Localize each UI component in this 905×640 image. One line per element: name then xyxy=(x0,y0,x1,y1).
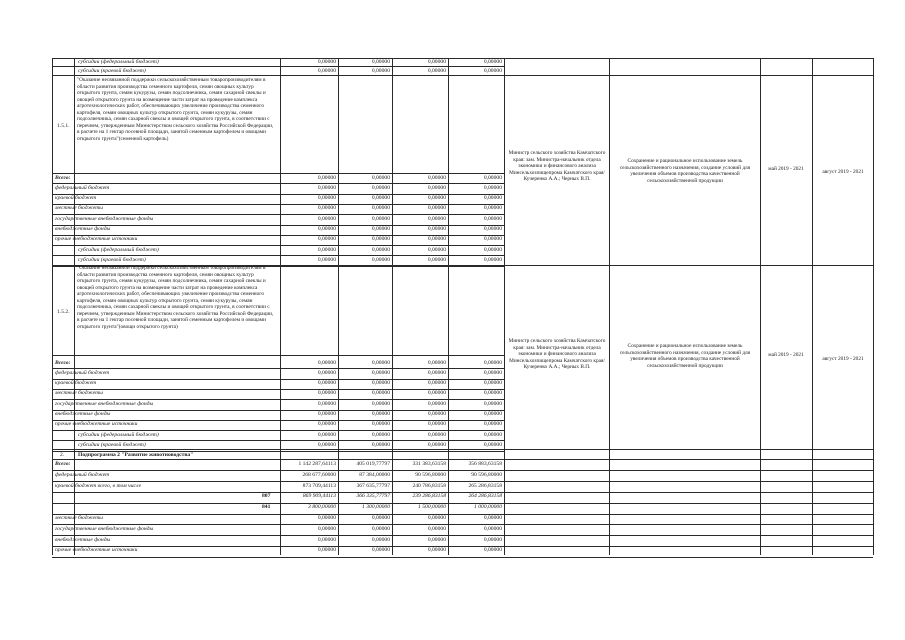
item-151-result: Сохранение и рациональное использование земель сельскохозяйственного назначения, создание условий для увеличения объемов производства качественной сельскохозяйственной продукции xyxy=(619,158,751,184)
top-row-subsidy-federal-2021: 0,00000 xyxy=(483,59,502,65)
item-152-row-value: 0,00000 xyxy=(371,411,390,417)
subprogram-2-number: 2. xyxy=(60,452,65,458)
item-151-row-value: 0,00000 xyxy=(483,205,502,212)
subprogram-2-row-label: государственные внебюджетные фонды xyxy=(55,525,154,532)
subprogram-2-row-value: 405 019,77797 xyxy=(356,461,390,467)
item-151-row-value: 0,00000 xyxy=(317,246,336,253)
item-151-row-value: 0,00000 xyxy=(371,195,390,202)
item-151-row-value: 0,00000 xyxy=(317,195,336,202)
item-152-row-value: 0,00000 xyxy=(317,400,336,407)
subprogram-2-row-value: 239 286,83158 xyxy=(412,493,446,500)
item-151-row-value: 0,00000 xyxy=(483,246,502,253)
item-152-row-value: 0,00000 xyxy=(483,441,502,448)
item-151-row-value: 0,00000 xyxy=(483,184,502,191)
item-152-row-value: 0,00000 xyxy=(483,390,502,397)
item-151-row-value: 0,00000 xyxy=(483,226,502,232)
item-151-row-value: 0,00000 xyxy=(427,246,446,253)
item-151-row-value: 0,00000 xyxy=(427,226,446,232)
item-152-row-value: 0,00000 xyxy=(317,359,336,366)
item-152-row-value: 0,00000 xyxy=(371,441,390,448)
item-152-row-value: 0,00000 xyxy=(427,441,446,448)
item-151-row-value: 0,00000 xyxy=(317,256,336,263)
item-151-row-value: 0,00000 xyxy=(483,215,502,222)
item-151-row-value: 0,00000 xyxy=(427,184,446,191)
item-152-row-value: 0,00000 xyxy=(483,431,502,438)
subprogram-2-row-label: Всего: xyxy=(55,461,71,467)
item-151-row-value: 0,00000 xyxy=(427,195,446,202)
item-151-row-value: 0,00000 xyxy=(371,256,390,263)
item-152-row-value: 0,00000 xyxy=(427,411,446,417)
subprogram-2-row-value: 0,00000 xyxy=(483,515,502,521)
subprogram-2-row-label: федеральный бюджет xyxy=(55,471,110,478)
item-151-row-value: 0,00000 xyxy=(317,236,336,243)
item-151-row-label: местные бюджеты xyxy=(55,205,103,212)
item-151-row-value: 0,00000 xyxy=(427,256,446,263)
top-row-subsidy-federal-total: 0,00000 xyxy=(317,59,336,65)
item-151-row-value: 0,00000 xyxy=(371,226,390,232)
item-152-row-label: местные бюджеты xyxy=(55,390,103,397)
item-151-row-value: 0,00000 xyxy=(371,215,390,222)
item-152-row-value: 0,00000 xyxy=(317,380,336,387)
subprogram-2-row-label: краевой бюджет всего, в том числе xyxy=(55,482,142,489)
item-152-row-value: 0,00000 xyxy=(483,369,502,376)
subprogram-2-row-value: 367 635,77797 xyxy=(356,482,390,489)
item-152-row-value: 0,00000 xyxy=(317,369,336,376)
item-152-start: май 2019 - 2021 xyxy=(768,352,804,358)
subprogram-2-row-value: 1 300,00000 xyxy=(362,504,390,511)
subprogram-2-row-value: 1 142 287,64113 xyxy=(298,461,336,467)
item-151-row-value: 0,00000 xyxy=(483,195,502,202)
item-152-row-value: 0,00000 xyxy=(427,390,446,397)
subprogram-2-row-value: 869 909,44113 xyxy=(302,493,336,500)
item-151-row-value: 0,00000 xyxy=(483,174,502,181)
item-152-row-value: 0,00000 xyxy=(317,390,336,397)
item-151-row-label: субсидии (краевой бюджет) xyxy=(78,256,146,263)
item-152-row-value: 0,00000 xyxy=(371,369,390,376)
item-152-row-label: Всего: xyxy=(55,359,71,366)
subprogram-2-row-value: 1 500,00000 xyxy=(418,504,446,511)
item-152-row-label: государственные внебюджетные фонды xyxy=(55,400,154,407)
row-line xyxy=(52,75,873,76)
subprogram-2-title: Подпрограмма 2 "Развитие животноводства" xyxy=(78,452,194,458)
item-151-row-value: 0,00000 xyxy=(371,205,390,212)
subprogram-2-row-value: 0,00000 xyxy=(317,536,336,543)
subprogram-2-row-value: 268 677,60000 xyxy=(302,471,336,478)
top-row-subsidy-regional-2021: 0,00000 xyxy=(483,68,502,74)
item-152-row-value: 0,00000 xyxy=(427,369,446,376)
row-line xyxy=(52,459,873,460)
subprogram-2-row-code: 841 xyxy=(262,504,271,511)
item-152-row-value: 0,00000 xyxy=(427,380,446,387)
subprogram-2-row-label: прочие внебюджетные источники xyxy=(55,547,138,554)
subprogram-2-row-value: 0,00000 xyxy=(371,515,390,521)
item-152-executor: Министр сельского хозяйства Камчатского края: зам. Министра-начальник отдела экономики и финансового анализа Минсельхозпищепрома Камчатского края/Кучеренко А.А.; Черных В.П. xyxy=(508,338,606,371)
item-152-row-value: 0,00000 xyxy=(371,380,390,387)
item-152-row-value: 0,00000 xyxy=(371,390,390,397)
item-152-row-value: 0,00000 xyxy=(427,400,446,407)
subprogram-2-row-value: 265 286,83158 xyxy=(468,482,502,489)
subprogram-2-row-value: 0,00000 xyxy=(483,525,502,532)
top-row-subsidy-federal-2019: 0,00000 xyxy=(371,59,390,65)
top-row-subsidy-regional-2020: 0,00000 xyxy=(427,68,446,74)
item-151-start: май 2019 - 2021 xyxy=(768,166,804,172)
subprogram-2-row-label: местные бюджеты xyxy=(55,515,103,521)
item-152-row-value: 0,00000 xyxy=(427,431,446,438)
item-152-row-label: краевой бюджет xyxy=(55,380,97,387)
subprogram-2-row-value: 90 596,80000 xyxy=(415,471,446,478)
item-152-row-value: 0,00000 xyxy=(427,359,446,366)
item-151-row-value: 0,00000 xyxy=(427,205,446,212)
subprogram-2-row-value: 331 383,63158 xyxy=(412,461,446,467)
subprogram-2-row-value: 0,00000 xyxy=(371,547,390,554)
item-152-row-value: 0,00000 xyxy=(483,359,502,366)
subprogram-2-row-value: 0,00000 xyxy=(371,525,390,532)
subprogram-2-row-value: 1 000,00000 xyxy=(474,504,502,511)
item-152-row-value: 0,00000 xyxy=(483,421,502,428)
item-151-row-label: субсидии (федеральный бюджет) xyxy=(78,246,159,253)
subprogram-2-row-value: 3 800,00000 xyxy=(308,504,336,511)
subprogram-2-row-value: 0,00000 xyxy=(483,536,502,543)
item-152-row-value: 0,00000 xyxy=(371,400,390,407)
item-151-number: 1.5.1. xyxy=(57,123,70,129)
item-152-end: август 2019 - 2021 xyxy=(822,356,864,362)
item-151-row-value: 0,00000 xyxy=(317,226,336,232)
subprogram-2-row-value: 0,00000 xyxy=(317,515,336,521)
row-line xyxy=(52,66,504,67)
item-151-row-label: государственные внебюджетные фонды xyxy=(55,215,154,222)
item-152-number: 1.5.2. xyxy=(57,309,70,315)
subprogram-2-row-value: 0,00000 xyxy=(371,536,390,543)
item-152-row-value: 0,00000 xyxy=(483,400,502,407)
subprogram-2-row-label: внебюджетные фонды xyxy=(55,536,111,543)
subprogram-2-row-value: 356 883,63158 xyxy=(468,461,502,467)
top-row-subsidy-regional-label: субсидии (краевой бюджет) xyxy=(78,68,146,74)
item-151-row-value: 0,00000 xyxy=(427,174,446,181)
subprogram-2-row-value: 264 286,83158 xyxy=(468,493,502,500)
item-151-row-label: краевой бюджет xyxy=(55,195,97,202)
subprogram-2-row-code: 807 xyxy=(262,493,271,500)
subprogram-2-row-value: 87 384,00000 xyxy=(359,471,390,478)
table-right-border xyxy=(873,58,874,555)
item-152-row-value: 0,00000 xyxy=(483,380,502,387)
item-152-row-value: 0,00000 xyxy=(317,411,336,417)
top-row-subsidy-federal-2020: 0,00000 xyxy=(427,59,446,65)
subprogram-2-row-value: 0,00000 xyxy=(427,515,446,521)
item-152-row-label: прочие внебюджетные источники xyxy=(55,421,138,428)
item-151-row-value: 0,00000 xyxy=(317,205,336,212)
item-151-executor: Министр сельского хозяйства Камчатского края: зам. Министра-начальник отдела экономики и финансового анализа Минсельхозпищепрома Камчатского края/Кучеренко А.А.; Черных В.П. xyxy=(508,150,606,183)
item-152-row-value: 0,00000 xyxy=(371,421,390,428)
item-151-row-value: 0,00000 xyxy=(427,236,446,243)
item-152-row-value: 0,00000 xyxy=(483,411,502,417)
item-152-row-value: 0,00000 xyxy=(371,359,390,366)
item-151-row-value: 0,00000 xyxy=(371,184,390,191)
subprogram-2-row-value: 240 786,83158 xyxy=(412,482,446,489)
item-152-row-label: федеральный бюджет xyxy=(55,369,110,376)
item-151-row-value: 0,00000 xyxy=(427,215,446,222)
item-152-row-value: 0,00000 xyxy=(427,421,446,428)
item-152-row-label: субсидии (краевой бюджет) xyxy=(78,441,146,448)
subprogram-2-row-value: 873 709,44113 xyxy=(302,482,336,489)
subprogram-2-row-value: 90 596,80000 xyxy=(471,471,502,478)
item-152-row-value: 0,00000 xyxy=(317,441,336,448)
item-151-row-value: 0,00000 xyxy=(483,256,502,263)
top-row-subsidy-regional-2019: 0,00000 xyxy=(371,68,390,74)
top-row-subsidy-federal-label: субсидии (федеральный бюджет) xyxy=(78,59,159,65)
item-151-row-value: 0,00000 xyxy=(371,246,390,253)
row-line xyxy=(52,355,504,356)
item-152-row-value: 0,00000 xyxy=(317,431,336,438)
item-152-row-value: 0,00000 xyxy=(317,421,336,428)
item-151-end: август 2019 - 2021 xyxy=(822,169,864,175)
item-151-row-value: 0,00000 xyxy=(317,174,336,181)
item-151-row-value: 0,00000 xyxy=(371,174,390,181)
item-152-row-label: внебюджетные фонды xyxy=(55,411,111,417)
item-152-result: Сохранение и рациональное использование земель сельскохозяйственного назначения, создание условий для увеличения объемов производства качественной сельскохозяйственной продукции xyxy=(619,343,751,369)
item-152-description: "Оказание несвязанной поддержки сельскохозяйственным товаропроизводителям в области развития производства семенного картофеля, семян овощных культур открытого грунта, семян кукурузы, семян подсолнечника, семян сахарной свеклы и овощей открытого грунта на возмещение части затрат на проведение комплекса агротехнологических работ, обеспечивающих увеличение производства семенного картофеля, семян овощных культур открытого грунта, семян кукурузы, семян подсолнечника, семян сахарной свеклы и овощей открытого грунта, в соответствии с перечнем, утвержденным Министерством сельского хозяйства Российской Федерации, в расчете на 1 гектар посевной площади, занятой семенным картофелем и овощами открытого грунта"(овощи открытого грунта) xyxy=(77,265,274,330)
subprogram-2-row-value: 0,00000 xyxy=(317,525,336,532)
subprogram-2-row-value: 0,00000 xyxy=(427,525,446,532)
item-151-row-value: 0,00000 xyxy=(317,215,336,222)
subprogram-2-row-value: 0,00000 xyxy=(427,547,446,554)
item-151-row-label: федеральный бюджет xyxy=(55,184,110,191)
item-151-description: "Оказание несвязанной поддержки сельскохозяйственным товаропроизводителям в области развития производства семенного картофеля, семян овощных культур открытого грунта, семян кукурузы, семян подсолнечника, семян сахарной свеклы и овощей открытого грунта на возмещение части затрат на проведение комплекса агротехнологических работ, обеспечивающих увеличение производства семенного картофеля, семян овощных культур открытого грунта, семян кукурузы, семян подсолнечника, семян сахарной свеклы и овощей открытого грунта, в соответствии с перечнем, утвержденным Министерством сельского хозяйства Российской Федерации, в расчете на 1 гектар посевной площади, занятой семенным картофелем и овощами открытого грунта"(семенной картофель) xyxy=(77,77,274,142)
row-line xyxy=(52,557,873,558)
item-152-row-value: 0,00000 xyxy=(371,431,390,438)
block-separator-line xyxy=(52,449,873,450)
item-151-row-label: внебюджетные фонды xyxy=(55,226,111,232)
item-151-row-value: 0,00000 xyxy=(317,184,336,191)
item-151-row-label: Всего: xyxy=(55,174,71,181)
item-151-row-label: прочие внебюджетные источники xyxy=(55,236,138,243)
item-151-row-value: 0,00000 xyxy=(371,236,390,243)
item-151-row-value: 0,00000 xyxy=(483,236,502,243)
subprogram-2-row-value: 0,00000 xyxy=(427,536,446,543)
subprogram-2-row-value: 0,00000 xyxy=(483,547,502,554)
subprogram-2-row-value: 366 335,77797 xyxy=(356,493,390,500)
top-row-subsidy-regional-total: 0,00000 xyxy=(317,68,336,74)
subprogram-2-row-value: 0,00000 xyxy=(317,547,336,554)
item-152-row-label: субсидии (федеральный бюджет) xyxy=(78,431,159,438)
